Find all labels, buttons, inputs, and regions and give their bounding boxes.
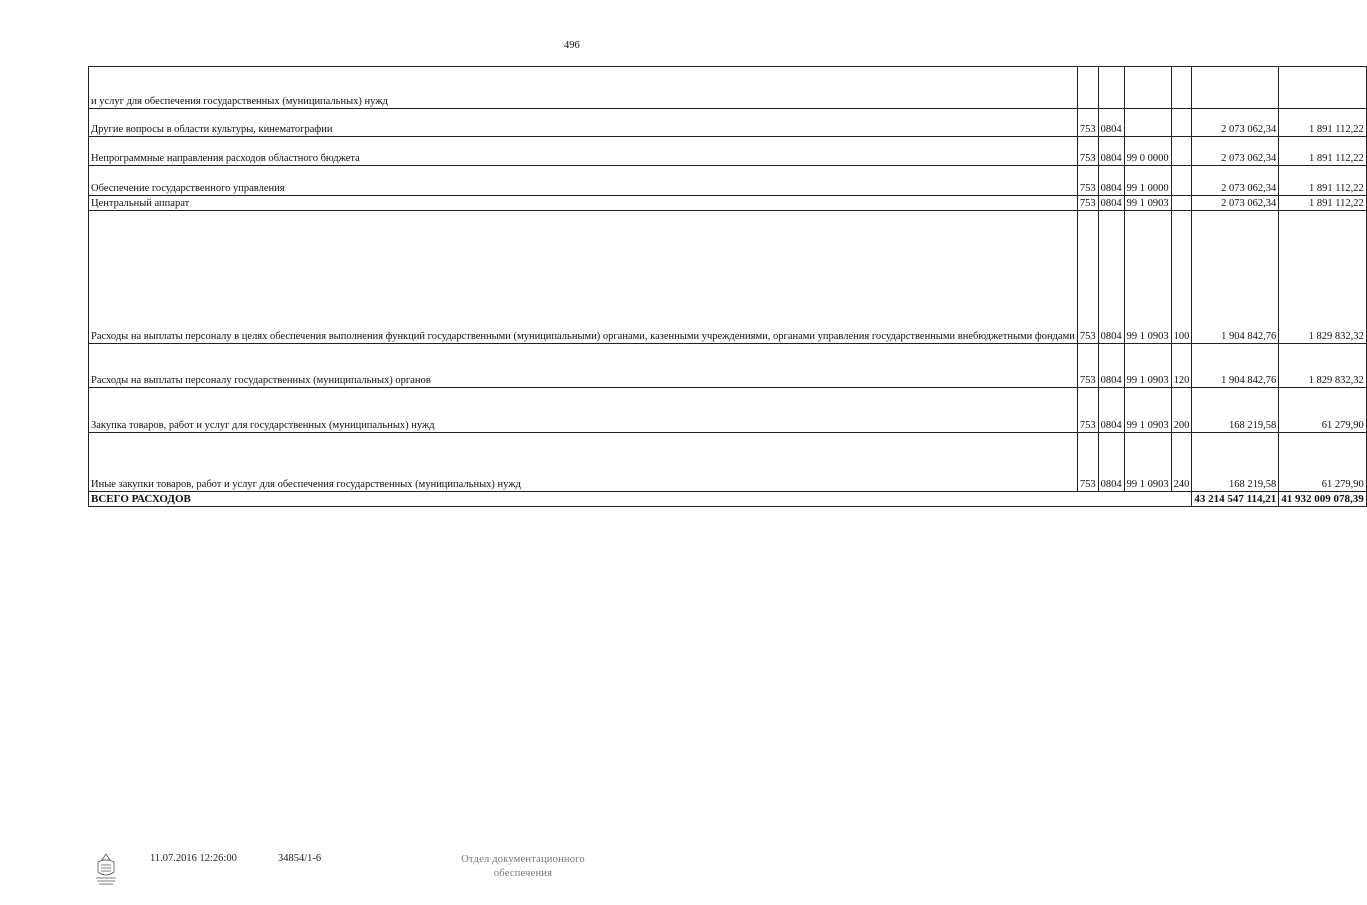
row-rz: 0804 [1098, 109, 1124, 137]
row-rz: 0804 [1098, 196, 1124, 211]
row-sum-1: 2 073 062,34 [1192, 137, 1279, 166]
row-vr [1171, 166, 1192, 196]
row-cs [1124, 67, 1171, 109]
row-cs: 99 1 0903 [1124, 344, 1171, 388]
total-sum-1: 43 214 547 114,21 [1192, 492, 1279, 507]
row-name: Другие вопросы в области культуры, кинематографии [89, 109, 1078, 137]
row-rz: 0804 [1098, 137, 1124, 166]
row-vr: 240 [1171, 433, 1192, 492]
table-row [89, 137, 1367, 166]
table-row [89, 67, 1367, 109]
row-ved: 753 [1077, 166, 1098, 196]
row-rz: 0804 [1098, 388, 1124, 433]
row-name: Непрограммные направления расходов областного бюджета [89, 137, 1078, 166]
row-cs: 99 0 0000 [1124, 137, 1171, 166]
total-sum-2: 41 932 009 078,39 [1279, 492, 1367, 507]
row-vr [1171, 67, 1192, 109]
coat-of-arms-icon [92, 852, 120, 886]
table-row [89, 388, 1367, 433]
row-sum-1: 2 073 062,34 [1192, 196, 1279, 211]
row-vr: 200 [1171, 388, 1192, 433]
footer-department-line1: Отдел документационного [461, 854, 585, 865]
row-sum-1 [1192, 67, 1279, 109]
row-sum-2: 1 891 112,22 [1279, 166, 1367, 196]
row-sum-2 [1279, 67, 1367, 109]
row-rz: 0804 [1098, 344, 1124, 388]
row-name: Иные закупки товаров, работ и услуг для обеспечения государственных (муниципальных) нужд [89, 433, 1078, 492]
row-sum-2: 61 279,90 [1279, 433, 1367, 492]
row-sum-2: 61 279,90 [1279, 388, 1367, 433]
row-sum-1: 1 904 842,76 [1192, 211, 1279, 344]
footer-datetime: 11.07.2016 12:26:00 [150, 853, 237, 864]
row-name: Расходы на выплаты персоналу в целях обеспечения выполнения функций государственными (муниципальными) органами, казенными учреждениями, органами управления государственными внебюджетными фондами [89, 211, 1078, 344]
total-label: ВСЕГО РАСХОДОВ [89, 492, 1192, 507]
row-vr [1171, 109, 1192, 137]
row-name: Закупка товаров, работ и услуг для государственных (муниципальных) нужд [89, 388, 1078, 433]
table-row [89, 433, 1367, 492]
table-row [89, 211, 1367, 344]
table-row [89, 344, 1367, 388]
footer-department-stamp [448, 853, 598, 881]
row-sum-1: 168 219,58 [1192, 388, 1279, 433]
table-row [89, 166, 1367, 196]
row-sum-2: 1 891 112,22 [1279, 137, 1367, 166]
footer-department-line2: обеспечения [493, 868, 553, 879]
table-row [89, 196, 1367, 211]
row-vr [1171, 137, 1192, 166]
table-row [89, 109, 1367, 137]
row-ved: 753 [1077, 137, 1098, 166]
row-sum-1: 168 219,58 [1192, 433, 1279, 492]
row-name: Центральный аппарат [89, 196, 1078, 211]
row-name: Расходы на выплаты персоналу государственных (муниципальных) органов [89, 344, 1078, 388]
row-sum-2: 1 891 112,22 [1279, 196, 1367, 211]
row-cs: 99 1 0903 [1124, 196, 1171, 211]
row-ved: 753 [1077, 344, 1098, 388]
row-rz: 0804 [1098, 211, 1124, 344]
row-ved: 753 [1077, 196, 1098, 211]
row-ved: 753 [1077, 109, 1098, 137]
row-name: и услуг для обеспечения государственных (муниципальных) нужд [89, 67, 1078, 109]
row-rz [1098, 67, 1124, 109]
row-ved [1077, 67, 1098, 109]
row-sum-2: 1 829 832,32 [1279, 344, 1367, 388]
row-vr: 120 [1171, 344, 1192, 388]
row-sum-2: 1 891 112,22 [1279, 109, 1367, 137]
row-rz: 0804 [1098, 433, 1124, 492]
row-sum-2: 1 829 832,32 [1279, 211, 1367, 344]
row-cs: 99 1 0000 [1124, 166, 1171, 196]
row-name: Обеспечение государственного управления [89, 166, 1078, 196]
row-cs: 99 1 0903 [1124, 388, 1171, 433]
row-vr: 100 [1171, 211, 1192, 344]
row-sum-1: 2 073 062,34 [1192, 166, 1279, 196]
total-row [89, 492, 1367, 507]
footer-doc-number: 34854/1-6 [278, 853, 322, 864]
row-cs [1124, 109, 1171, 137]
row-rz: 0804 [1098, 166, 1124, 196]
row-ved: 753 [1077, 433, 1098, 492]
row-vr [1171, 196, 1192, 211]
row-cs: 99 1 0903 [1124, 433, 1171, 492]
row-ved: 753 [1077, 388, 1098, 433]
row-ved: 753 [1077, 211, 1098, 344]
page-number: 496 [564, 40, 580, 51]
row-cs: 99 1 0903 [1124, 211, 1171, 344]
row-sum-1: 2 073 062,34 [1192, 109, 1279, 137]
row-sum-1: 1 904 842,76 [1192, 344, 1279, 388]
budget-table [88, 66, 1367, 507]
